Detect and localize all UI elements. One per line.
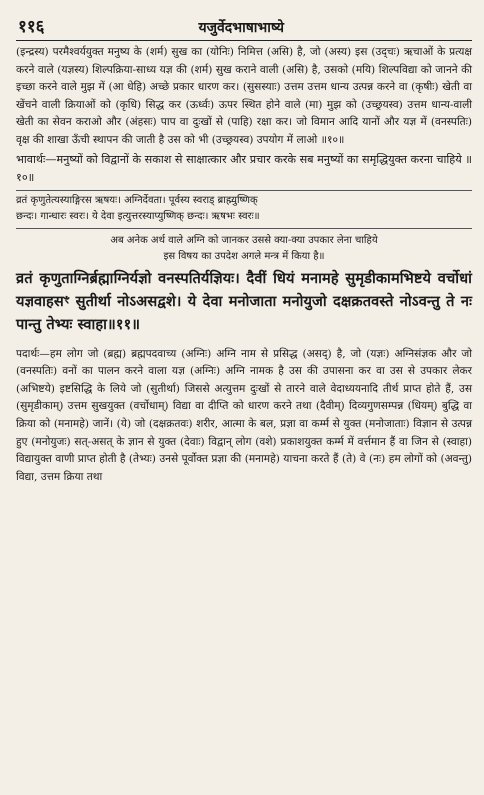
divider [16,190,472,191]
divider [16,228,472,229]
padartha-paragraph: पदार्थः—हम लोग जो (ब्रह्म) ब्रह्मपदवाच्य (अग्निः) अग्नि नाम से प्रसिद्ध (असद्) है, जो (यज्ञः) अग्निसंज्ञक और जो (वनस्पतिः) वनों का पालन करने वाला यज्ञ (अग्निः) अग्नि नामक है उस की उपासना कर वा उस से उपकार लेकर (अभिष्टये) इष्टसिद्धि के लिये जो (सुतीर्था) जिससे अत्युत्तम दुःखों से तारने वाले वेदाध्ययनादि तीर्थ प्राप्त होते हैं, उस (सुमृडीकाम्) उत्तम सुखयुक्त (वर्चोधाम्) विद्या वा दीप्ति को धारण करने तथा (दैवीम्) दिव्यगुणसम्पन्न (धियम्) बुद्धि वा क्रिया को (मनामहे) जानें। (ये) जो (दक्षक्रतवः) शरीर, आत्मा के बल, प्रज्ञा वा कर्म्म से युक्त (मनोजाताः) विज्ञान से उत्पन्न हुए (मनोयुजः) सत्-असत् के ज्ञान से युक्त (देवाः) विद्वान् लोग (वशे) प्रकाशयुक्त कर्म्म में वर्त्तमान हैं वा जिन से (स्वाहा) विद्यायुक्त वाणी प्राप्त होती है (तेभ्यः) उनसे पूर्वोक्त प्रज्ञा की (मनामहे) याचना करते हैं (ते) वे (नः) हम लोगों को (अवन्तु) विद्या, उत्तम क्रिया तथा [16,347,472,483]
page-number: ११६ [18,17,45,37]
intro-line1: अब अनेक अर्थ वाले अग्नि को जानकर उससे क्या-क्या उपकार लेना चाहिये [110,234,378,246]
mantra-meta-line1: व्रतं कृणुतेत्यस्याङ्गिरस ऋषयः। अग्निर्देवता। पूर्वस्य स्वराड् ब्राह्म्युष्णिक् [16,194,258,206]
commentary-continuation: (इन्द्रस्य) परमैश्वर्ययुक्त मनुष्य के (शर्म) सुख का (योनिः) निमित्त (असि) है, जो (अस्य) इस (उद्‌चः) ऋचाओं के प्रत्यक्ष करने वाले (यज्ञस्य) शिल्पक्रिया-साध्य यज्ञ की (शर्म) सुख कराने वाली (असि) है, उसको (मयि) शिल्पविद्या को जानने की इच्छा करने वाले मुझ में (आ धेहि) अच्छे प्रकार धारण कर। (सुसस्याः) उत्तम उत्तम धान्य उत्पन्न करने वा (कृषीः) खेती वा खेंचने वाली क्रियाओं को (कृधि) सिद्ध कर (ऊर्ध्वः) ऊपर स्थित होने वाले (मा) मुझ को (उच्छ्रयस्व) उत्तम धान्य-वाली खेती का सेवन कराओ और (अंहसः) पाप वा दुःखों से (पाहि) रक्षा कर। जो विमान आदि यानों और यज्ञ में (वनस्पतिः) वृक्ष की शाखा ऊँची स्थापन की जाती है उस को भी (उच्छ्रयस्व) उपयोग में लाओ ॥१०॥ [16,46,472,146]
mantra-meta-line2: छन्दः। गान्धारः स्वरः। ये देवा इत्युत्तरस्याप्युष्णिक् छन्दः। ऋषभः स्वरः॥ [16,210,260,222]
mantra-verse: व्रतं कृणुताग्निर्ब्रह्माग्निर्यज्ञो वनस्पतिर्यज्ञियः। दैवीं धियं मनामहे सुमृडीकामभिष्टये वर्चोधां यज्ञवाहसꣳ सुतीर्था नोऽअसद्वशे। ये देवा मनोजाता मनोयुजो दक्षक्रतवस्ते नोऽवन्तु ते नः पान्तु तेभ्यः स्वाहा॥११॥ [16,269,472,333]
bhavartha-paragraph: भावार्थः—मनुष्यों को विद्वानों के सकाश से साक्षात्कार और प्रचार करके सब मनुष्यों का समृद्धियुक्त करना चाहिये ॥१०॥ [16,152,472,184]
intro-line2: इस विषय का उपदेश अगले मन्त्र में किया है॥ [163,250,325,262]
running-header [16,14,472,41]
running-title: यजुर्वेदभाषाभाष्ये [198,20,284,36]
